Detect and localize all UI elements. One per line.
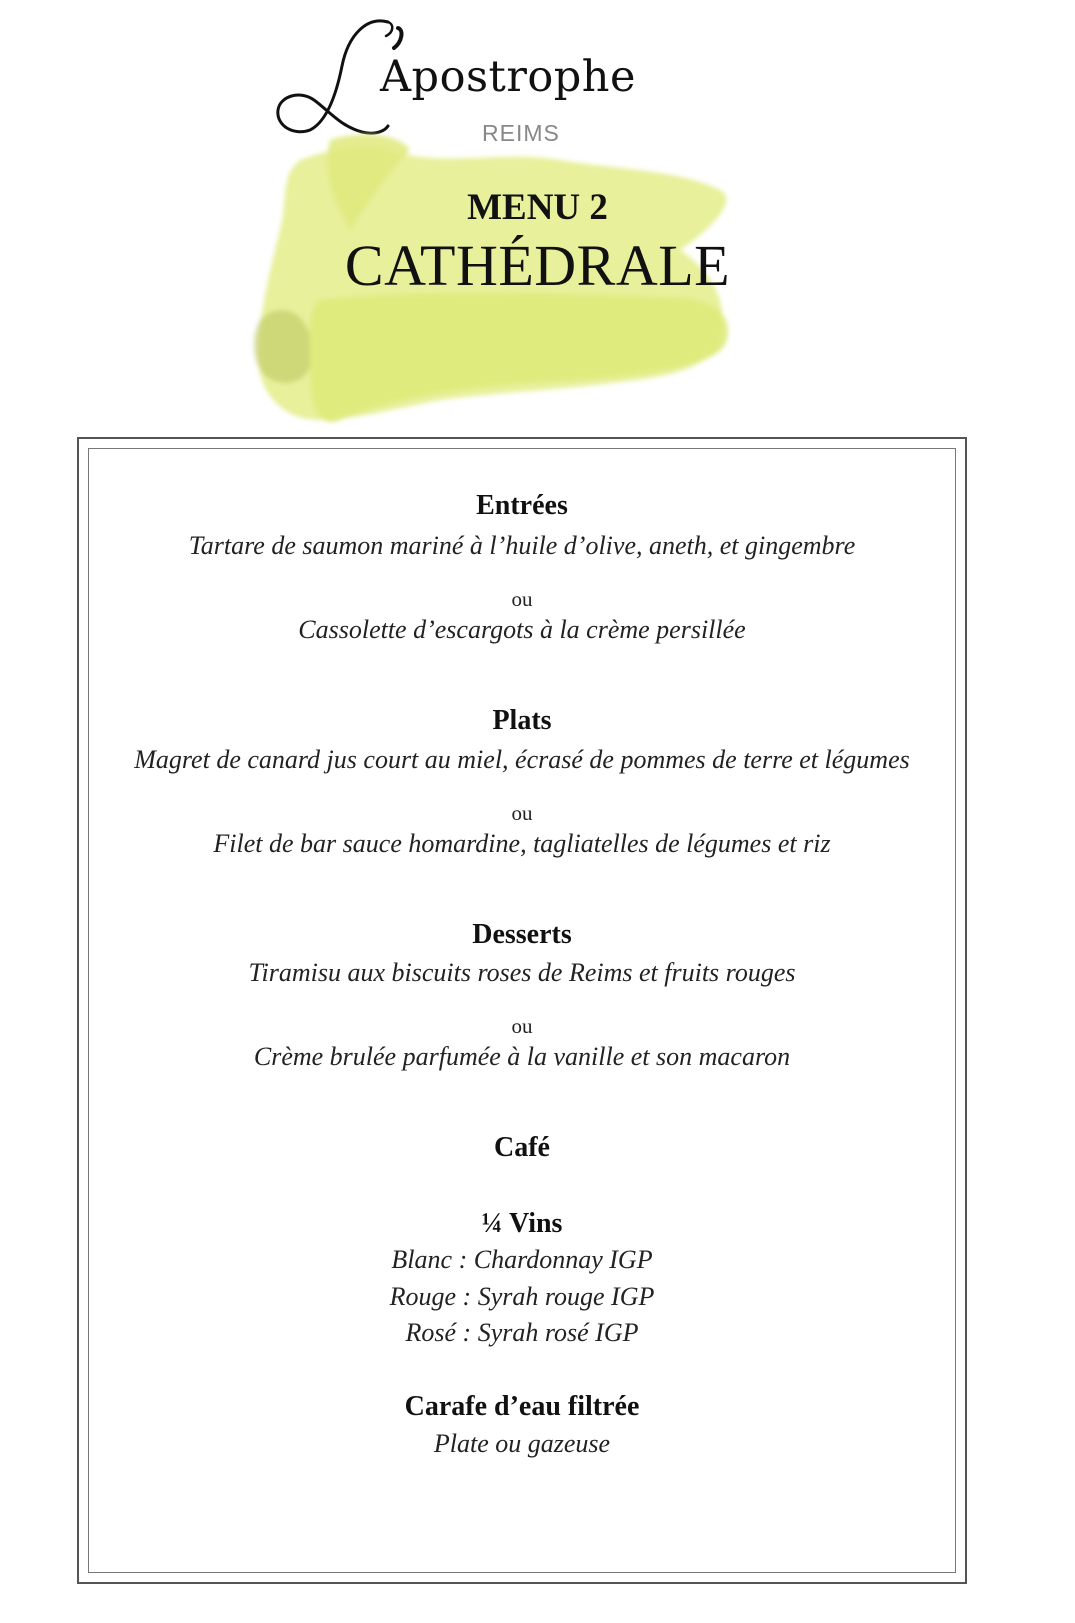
section-title-entrees: Entrées <box>476 490 568 521</box>
separator-ou: ou <box>511 1014 533 1038</box>
brand-city: REIMS <box>482 120 560 146</box>
brand-name: Apostrophe <box>380 52 636 102</box>
section-title-plats: Plats <box>492 705 552 736</box>
wine-rose: Rosé : Syrah rosé IGP <box>405 1318 639 1347</box>
section-title-vins: ¼ Vins <box>481 1208 563 1239</box>
dish-entree-1: Tartare de saumon mariné à l’huile d’olive, aneth, et gingembre <box>188 531 856 560</box>
wine-blanc: Blanc : Chardonnay IGP <box>391 1245 653 1274</box>
menu-title: CATHÉDRALE <box>344 233 731 298</box>
dish-plat-1: Magret de canard jus court au miel, écrasé de pommes de terre et légumes <box>134 745 910 774</box>
wine-rouge: Rouge : Syrah rouge IGP <box>389 1282 655 1311</box>
separator-ou: ou <box>511 587 533 611</box>
section-title-desserts: Desserts <box>472 919 572 950</box>
dish-dessert-2: Crème brulée parfumée à la vanille et son macaron <box>253 1042 791 1071</box>
dish-entree-2: Cassolette d’escargots à la crème persillée <box>298 615 746 644</box>
section-title-cafe: Café <box>494 1132 550 1163</box>
separator-ou: ou <box>511 801 533 825</box>
section-title-eau: Carafe d’eau filtrée <box>404 1391 640 1422</box>
menu-number: MENU 2 <box>467 187 608 228</box>
eau-detail: Plate ou gazeuse <box>433 1429 611 1458</box>
dish-dessert-1: Tiramisu aux biscuits roses de Reims et fruits rouges <box>248 958 796 987</box>
dish-plat-2: Filet de bar sauce homardine, tagliatelles de légumes et riz <box>213 829 831 858</box>
